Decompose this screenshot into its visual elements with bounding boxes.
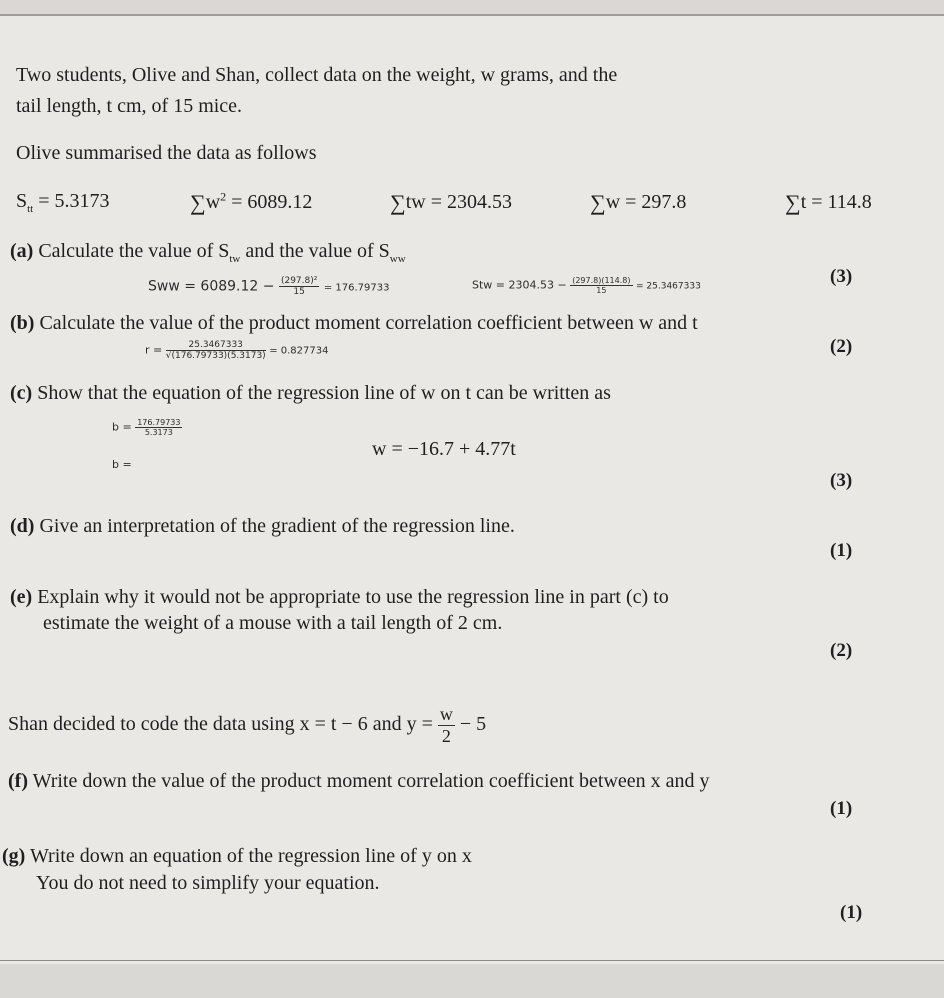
part-e-question-1: (e) Explain why it would not be appropriate to use the regression line in part (c) to — [10, 586, 669, 608]
intro-line-1: Two students, Olive and Shan, collect data on the weight, w grams, and the — [16, 64, 618, 86]
top-rule — [0, 14, 944, 16]
handwritten-b2: b = — [112, 458, 132, 471]
handwritten-sww: Sww = 6089.12 − $\frac{\text{(297.8)²}}{15}$ = 176.79733 — [148, 276, 390, 297]
intro-line-2: tail length, t cm, of 15 mice. — [16, 95, 243, 117]
part-g-question-2: You do not need to simplify your equation. — [36, 872, 380, 894]
part-a-question: (a) Calculate the value of $S_{tw}$ and the value of $S_{ww}$ — [10, 240, 406, 265]
part-c-question: (c) Show that the equation of the regression line of w on t can be written as — [10, 382, 611, 404]
part-c-marks: (3) — [830, 470, 853, 491]
stat-sum-w: ∑w = 297.8 — [590, 190, 687, 215]
regression-equation: w = −16.7 + 4.77t — [372, 438, 516, 460]
summary-intro: Olive summarised the data as follows — [16, 142, 317, 164]
part-f-marks: (1) — [830, 798, 853, 819]
handwritten-stw: Stw = 2304.53 − $\frac{(297.8)(114.8)}{15}$ = 25.3467333 — [472, 276, 701, 295]
part-a-marks: (3) — [830, 266, 853, 287]
part-e-question-2: estimate the weight of a mouse with a tail length of 2 cm. — [43, 612, 503, 634]
part-b-marks: (2) — [830, 336, 853, 357]
stat-sum-tw: ∑tw = 2304.53 — [390, 190, 512, 215]
part-d-marks: (1) — [830, 540, 853, 561]
stat-sum-w2: $\sum w^2 = 6089.12$ — [190, 189, 313, 215]
handwritten-r: r = $\frac{25.3467333}{√(176.79733)(5.3173)}$ = 0.827734 — [145, 340, 329, 361]
part-g-question-1: (g) Write down an equation of the regression line of y on x — [2, 845, 472, 867]
part-e-marks: (2) — [830, 640, 853, 661]
handwritten-b: b = $\frac{176.79733}{5.3173}$ — [112, 418, 181, 437]
part-f-question: (f) Write down the value of the product moment correlation coefficient between x and y — [8, 770, 710, 792]
part-b-question: (b) Calculate the value of the product moment correlation coefficient between w and t — [10, 312, 698, 334]
part-d-question: (d) Give an interpretation of the gradient of the regression line. — [10, 515, 515, 537]
bottom-rule — [0, 960, 944, 961]
part-g-marks: (1) — [840, 902, 863, 923]
shan-coding: Shan decided to code the data using x = t − 6 and y = $\frac{w}{2}$ − 5 — [8, 704, 487, 746]
stat-stw: $S_{tt} = 5.3173$ — [16, 190, 110, 215]
stat-sum-t: ∑t = 114.8 — [785, 190, 872, 215]
